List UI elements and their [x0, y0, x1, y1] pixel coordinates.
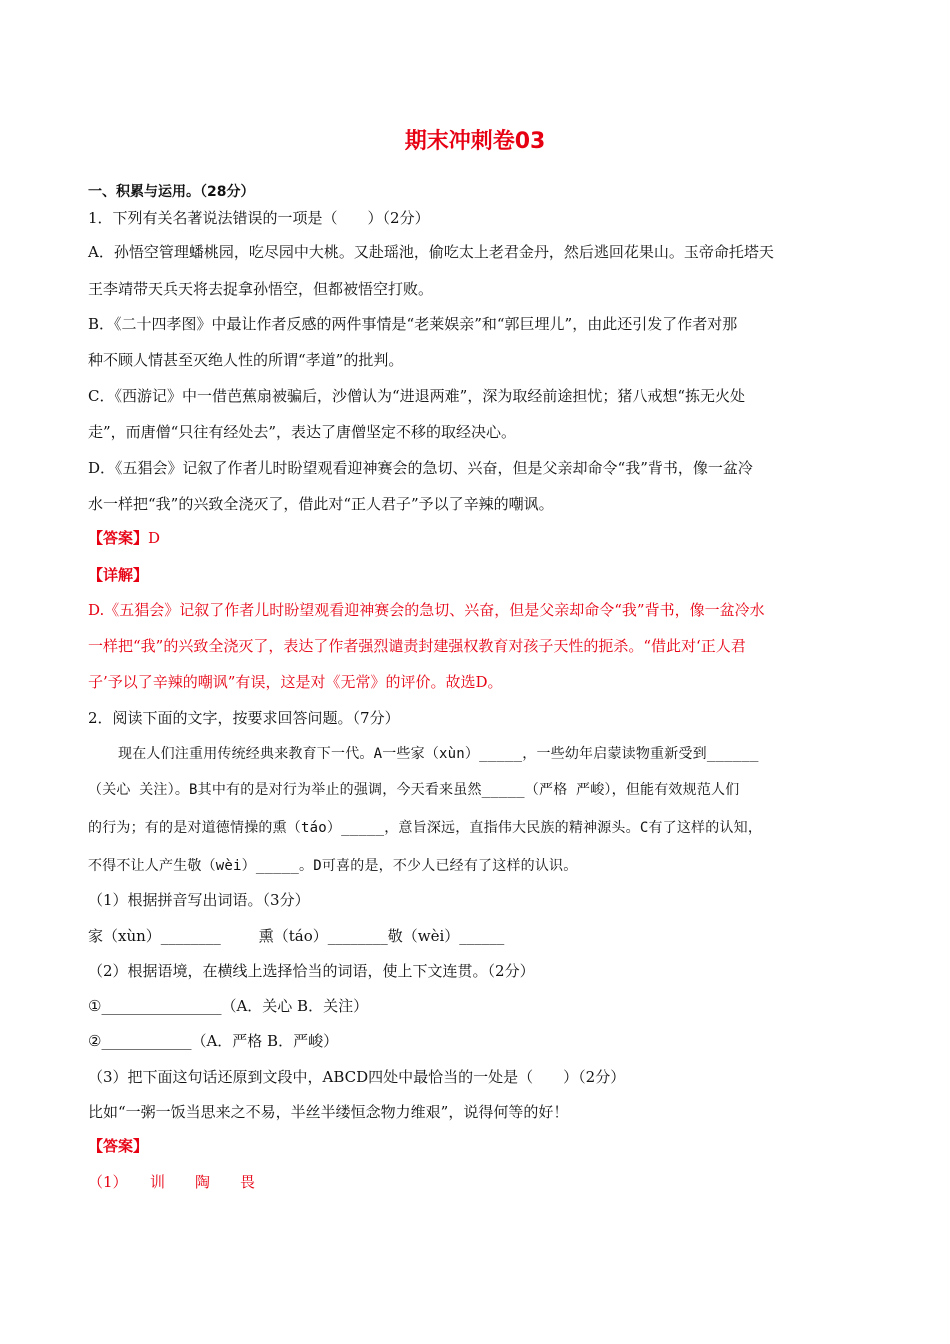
q2-sub2-item1: ①________________（A．关心 B．关注） — [88, 997, 369, 1015]
q1-stem: 1．下列有关名著说法错误的一项是（ ）（2分） — [88, 209, 430, 227]
q1-option-c-line2: 走”，而唐僧“只往有经处去”，表达了唐僧坚定不移的取经决心。 — [88, 423, 517, 441]
q1-option-d-line1: D．《五猖会》记叙了作者儿时盼望观看迎神赛会的急切、兴奋，但是父亲却命令“我”背书，像一盆冷 — [88, 459, 753, 477]
blank-tao-wei: 熏（táo）________敬（wèi）______ — [258, 927, 505, 945]
q1-detail-label: 【详解】 — [88, 566, 149, 584]
q2-passage-line3: 的行为；有的是对道德情操的熏（táo）_____，意旨深远，直指伟大民族的精神源头。C有了这样的认知， — [88, 820, 763, 836]
q2-passage-line4: 不得不让人产生敬（wèi）_____。D可喜的是，不少人已经有了这样的认识。 — [88, 858, 578, 874]
answer-label: 【答案】 — [88, 529, 149, 547]
q1-option-a-line2: 王李靖带天兵天将去捉拿孙悟空，但都被悟空打败。 — [88, 280, 434, 298]
blank-xun: 家（xùn）________ — [88, 927, 221, 945]
q2-sub3: （3）把下面这句话还原到文段中，ABCD四处中最恰当的一处是（ ）（2分） — [88, 1068, 626, 1086]
q1-option-c-line1: C．《西游记》中一借芭蕉扇被骗后，沙僧认为“进退两难”，深为取经前途担忧；猪八戒想“拣无火处 — [88, 387, 745, 405]
q1-option-b-line1: B．《二十四孝图》中最让作者反感的两件事情是“老莱娱亲”和“郭巨埋儿”，由此还引发了作者对那 — [88, 315, 738, 333]
q1-option-d-line2: 水一样把“我”的兴致全浇灭了，借此对“正人君子”予以了辛辣的嘲讽。 — [88, 495, 554, 513]
section-heading: 一、积累与运用。（28分） — [88, 184, 255, 200]
q1-detail-line1: D.《五猖会》记叙了作者儿时盼望观看迎神赛会的急切、兴奋，但是父亲却命令“我”背书，像一盆冷水 — [88, 601, 765, 619]
q2-sub2: （2）根据语境，在横线上选择恰当的词语，使上下文连贯。（2分） — [88, 962, 535, 980]
q1-detail-line3: 子’予以了辛辣的嘲讽”有误，这是对《无常》的评价。故选D。 — [88, 673, 503, 691]
q2-sub2-item2: ②____________（A．严格 B．严峻） — [88, 1032, 339, 1050]
q2-sub1-blanks — [88, 926, 504, 946]
q1-answer — [88, 528, 160, 548]
q2-passage-line1: 现在人们注重用传统经典来教育下一代。A一些家（xùn）_____，一些幼年启蒙读物重新受到______ — [118, 746, 759, 762]
q1-detail-line2: 一样把“我”的兴致全浇灭了，表达了作者强烈谴责封建强权教育对孩子天性的扼杀。“借此对‘正人君 — [88, 637, 746, 655]
q2-answer-label: 【答案】 — [88, 1137, 149, 1155]
q1-option-b-line2: 种不顾人情甚至灭绝人性的所谓“孝道”的批判。 — [88, 351, 404, 369]
q2-sub1: （1）根据拼音写出词语。（3分） — [88, 891, 310, 909]
q2-stem: 2．阅读下面的文字，按要求回答问题。（7分） — [88, 709, 400, 727]
page-title: 期末冲刺卷03 — [404, 129, 546, 154]
answer-value: D — [148, 529, 161, 547]
q2-passage-line2: （关心 关注）。B其中有的是对行为举止的强调，今天看来虽然_____（严格 严峻），但能有效规范人们 — [88, 782, 740, 798]
q2-sub3-sentence: 比如“一粥一饭当思来之不易，半丝半缕恒念物力维艰”，说得何等的好！ — [88, 1103, 569, 1121]
q2-answer-line: （1） 训 陶 畏 — [88, 1173, 256, 1191]
q1-option-a-line1: A．孙悟空管理蟠桃园，吃尽园中大桃。又赴瑶池，偷吃太上老君金丹，然后逃回花果山。玉帝命托塔天 — [88, 243, 774, 261]
